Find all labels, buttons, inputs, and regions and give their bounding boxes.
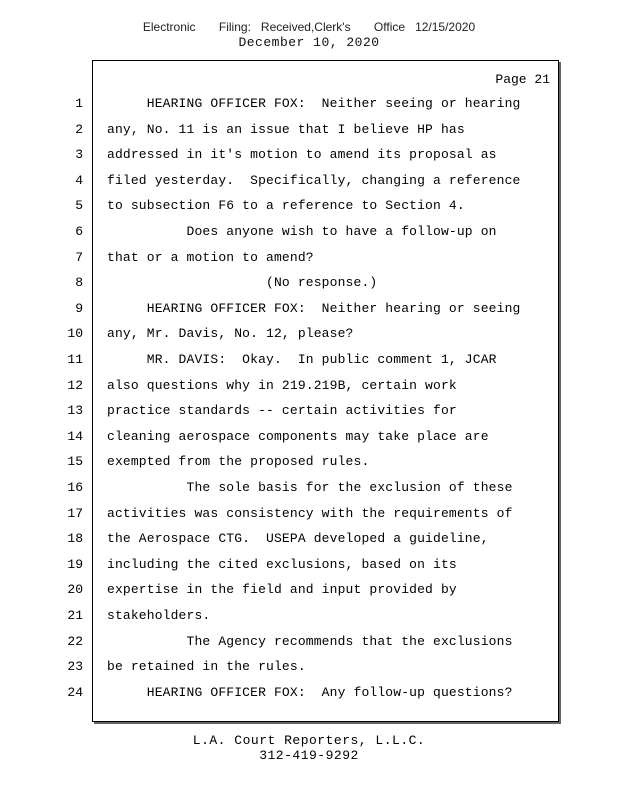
line-number: 10 — [67, 326, 83, 342]
transcript-line: HEARING OFFICER FOX: Neither seeing or hearing — [107, 96, 521, 111]
transcript-line: cleaning aerospace components may take place are — [107, 428, 489, 444]
transcript-line: also questions why in 219.219B, certain work — [107, 377, 457, 393]
transcript-line: any, No. 11 is an issue that I believe HP has — [107, 121, 465, 137]
line-number: 12 — [67, 377, 83, 393]
line-number: 2 — [75, 121, 83, 137]
transcript-line: be retained in the rules. — [107, 659, 306, 675]
filing-stamp-filing: Filing: — [218, 20, 251, 34]
transcript-line: that or a motion to amend? — [107, 249, 314, 265]
transcript-line: (No response.) — [107, 275, 378, 291]
transcript-line: The Agency recommends that the exclusions — [107, 633, 513, 649]
transcript-line: any, Mr. Davis, No. 12, please? — [107, 326, 354, 342]
transcript-line: filed yesterday. Specifically, changing a reference — [107, 172, 521, 188]
line-number: 23 — [67, 659, 83, 675]
line-number: 14 — [67, 428, 83, 444]
transcript-line: Does anyone wish to have a follow-up on — [107, 224, 497, 239]
transcript-line: exempted from the proposed rules. — [107, 454, 370, 470]
transcript-line: practice standards -- certain activities for — [107, 403, 457, 419]
transcript-line: MR. DAVIS: Okay. In public comment 1, JCAR — [107, 352, 497, 367]
line-number: 17 — [67, 505, 83, 521]
line-number: 22 — [67, 633, 83, 649]
line-number: 5 — [75, 198, 83, 214]
filing-stamp-date: 12/15/2020 — [415, 20, 476, 34]
line-number: 18 — [67, 531, 83, 547]
line-number: 1 — [75, 96, 83, 111]
transcript-line: including the cited exclusions, based on its — [107, 556, 457, 572]
page-number: Page 21 — [495, 72, 550, 87]
line-number: 9 — [75, 300, 83, 316]
line-number: 3 — [75, 147, 83, 163]
line-number: 7 — [75, 249, 83, 265]
transcript-line: to subsection F6 to a reference to Section 4. — [107, 198, 465, 214]
transcript-line: addressed in it's motion to amend its proposal as — [107, 147, 497, 163]
transcript-date: December 10, 2020 — [238, 35, 380, 50]
filing-stamp-received: Received,Clerk's — [260, 20, 351, 34]
line-number: 24 — [67, 684, 83, 700]
transcript-line: The sole basis for the exclusion of these — [107, 480, 513, 495]
line-number: 8 — [75, 275, 83, 291]
transcript-line: the Aerospace CTG. USEPA developed a guideline, — [107, 531, 489, 547]
line-number: 19 — [67, 556, 83, 572]
line-number: 11 — [67, 352, 83, 367]
transcript-line: HEARING OFFICER FOX: Any follow-up questions? — [107, 684, 513, 700]
transcript-line: activities was consistency with the requirements of — [107, 505, 513, 521]
transcript-line: stakeholders. — [107, 608, 211, 623]
line-number: 16 — [67, 480, 83, 495]
transcript-line: expertise in the field and input provided by — [107, 582, 457, 598]
line-number: 4 — [75, 172, 83, 188]
court-reporter-name: L.A. Court Reporters, L.L.C. — [192, 733, 426, 748]
line-number: 13 — [67, 403, 83, 419]
line-number: 21 — [67, 608, 83, 623]
filing-stamp — [0, 20, 618, 36]
line-number: 20 — [67, 582, 83, 598]
transcript-line: HEARING OFFICER FOX: Neither hearing or seeing — [107, 300, 521, 316]
court-reporter-phone: 312-419-9292 — [259, 748, 359, 763]
line-number: 6 — [75, 224, 83, 239]
filing-stamp-electronic: Electronic — [142, 20, 196, 34]
line-number: 15 — [67, 454, 83, 470]
filing-stamp-office: Office — [373, 20, 406, 34]
